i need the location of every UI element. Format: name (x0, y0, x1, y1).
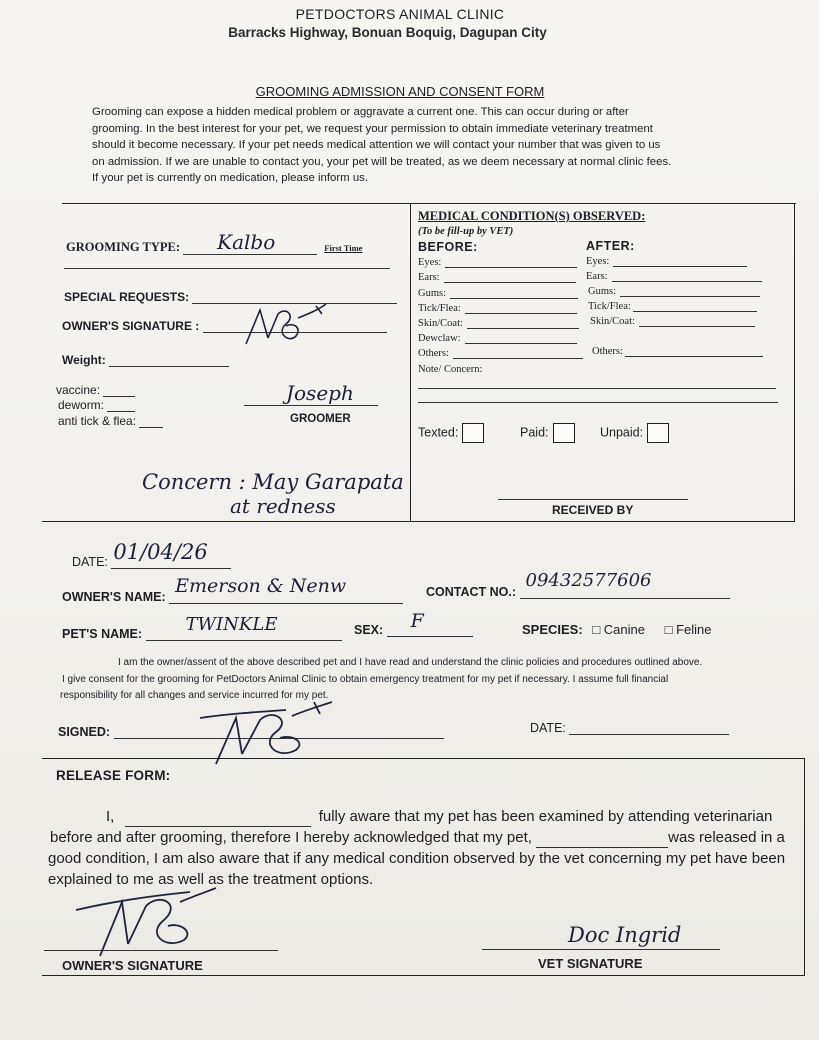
antitick-label: anti tick & flea: (58, 414, 137, 428)
after-gums-label: Gums: (588, 286, 617, 297)
species-feline-option[interactable]: □ Feline (664, 622, 712, 637)
note-line[interactable] (418, 388, 776, 389)
main-box-top-rule (62, 203, 796, 204)
after-eyes-field[interactable] (613, 257, 747, 267)
antitick-field[interactable] (139, 415, 163, 428)
groomer-rule (244, 405, 378, 406)
before-tickflea-field[interactable] (465, 304, 577, 314)
after-item-row (586, 271, 762, 282)
owner-name-row (62, 575, 403, 604)
intro-line: should it become necessary. If your pet needs medical attention we will contact your number that was given to us (92, 139, 661, 151)
grooming-type-label: GROOMING TYPE: (66, 240, 181, 254)
pet-name-row (62, 614, 342, 641)
before-ears-label: Ears: (418, 272, 440, 283)
release-i-label: I, (106, 808, 115, 825)
pet-name-label: PET'S NAME: (62, 627, 143, 641)
before-others-field[interactable] (453, 349, 583, 359)
before-item-row (418, 257, 577, 268)
before-others-label: Others: (418, 348, 449, 359)
medical-subtitle: (To be fill-up by VET) (418, 226, 514, 237)
before-skincoat-label: Skin/Coat: (418, 318, 463, 329)
received-by-rule[interactable] (498, 499, 688, 500)
consent-date-label: DATE: (530, 721, 566, 735)
release-pet-name-field[interactable] (536, 833, 668, 848)
after-item-row (588, 286, 760, 297)
before-label: BEFORE: (418, 240, 478, 254)
clinic-name: PETDOCTORS ANIMAL CLINIC (295, 6, 505, 22)
special-requests-row (64, 290, 397, 304)
before-skincoat-field[interactable] (467, 319, 579, 329)
before-item-row (418, 348, 583, 359)
consent-line: I give consent for the grooming for PetDoctors Animal Clinic to obtain emergency treatment for my pet if necessary. I assume full financial (62, 674, 669, 685)
texted-label: Texted: (418, 425, 459, 440)
before-gums-label: Gums: (418, 288, 447, 299)
release-line: good condition, I am also aware that if any medical condition observed by the vet concerning my pet have been (48, 850, 786, 867)
release-line2-end: was released in a (668, 829, 785, 846)
date-row (72, 540, 231, 569)
date-label: DATE: (72, 555, 108, 569)
texted-row (418, 423, 484, 443)
release-owner-signature-label: OWNER'S SIGNATURE (62, 958, 203, 973)
after-tickflea-label: Tick/Flea: (588, 301, 631, 312)
release-title: RELEASE FORM: (56, 768, 171, 783)
after-eyes-label: Eyes: (586, 256, 610, 267)
concern-note: at redness (230, 494, 336, 518)
intro-line: Grooming can expose a hidden medical problem or aggravate a current one. This can occur during or after (92, 106, 629, 118)
note-concern-label: Note/ Concern: (418, 364, 483, 375)
contact-row (426, 570, 730, 599)
deworm-row (58, 398, 135, 412)
paid-label: Paid: (520, 425, 549, 440)
vaccine-field[interactable] (103, 384, 135, 397)
texted-checkbox[interactable] (462, 423, 484, 443)
after-skincoat-label: Skin/Coat: (590, 316, 635, 327)
species-canine-option[interactable]: □ Canine (592, 622, 645, 637)
intro-line: on admission. If we are unable to contact you, your pet will be treated, as we deem necessary at normal clinic fees. (92, 155, 672, 168)
main-box-divider (410, 204, 411, 522)
weight-row (62, 353, 229, 367)
concern-note: Concern : May Garapata (142, 470, 404, 494)
vet-signature-rule[interactable] (482, 949, 720, 950)
release-line2-text: before and after grooming, therefore I hereby acknowledged that my pet, (50, 829, 532, 846)
owner-signature-scribble (238, 300, 328, 350)
vet-signature-label: VET SIGNATURE (538, 956, 643, 971)
owner-name-field[interactable] (169, 575, 403, 604)
grooming-type-row (66, 230, 363, 255)
before-dewclaw-label: Dewclaw: (418, 333, 461, 344)
vaccine-row (56, 383, 135, 397)
sex-label: SEX: (354, 623, 384, 637)
grooming-type-rule (64, 268, 390, 269)
sex-value: F (410, 610, 424, 632)
received-by-label: RECEIVED BY (552, 503, 634, 517)
after-others-label: Others: (592, 346, 623, 357)
unpaid-checkbox[interactable] (647, 423, 669, 443)
intro-line: grooming. In the best interest for your pet, we request your permission to obtain immediate veterinary treatment (92, 122, 653, 135)
medical-title: MEDICAL CONDITION(S) OBSERVED: (418, 209, 646, 223)
paid-row (520, 423, 575, 443)
contact-label: CONTACT NO.: (426, 585, 517, 599)
sex-row (354, 610, 473, 637)
after-ears-label: Ears: (586, 271, 608, 282)
after-item-row (590, 316, 755, 327)
before-gums-field[interactable] (450, 289, 578, 299)
form-title: GROOMING ADMISSION AND CONSENT FORM (255, 84, 545, 99)
owner-name-label: OWNER'S NAME: (62, 590, 166, 604)
after-skincoat-field[interactable] (639, 317, 755, 327)
species-row (522, 622, 711, 637)
release-owner-signature-scribble (70, 880, 220, 960)
release-line: explained to me as well as the treatment options. (48, 871, 374, 888)
contact-value: 09432577606 (525, 570, 652, 591)
species-label: SPECIES: (522, 622, 583, 637)
after-tickflea-field[interactable] (633, 302, 757, 312)
unpaid-row (600, 423, 669, 443)
after-gums-field[interactable] (620, 287, 760, 297)
after-item-row (592, 346, 763, 357)
note-line[interactable] (418, 402, 778, 403)
before-item-row (418, 318, 579, 329)
after-label: AFTER: (586, 239, 635, 253)
date-value: 01/04/26 (113, 540, 208, 564)
weight-label: Weight: (62, 353, 106, 367)
before-ears-field[interactable] (444, 273, 576, 283)
pet-name-field[interactable] (146, 614, 342, 641)
groomer-value: Joseph (286, 381, 354, 405)
consent-line: I am the owner/assent of the above described pet and I have read and understand the clinic policies and procedures outlined above. (118, 657, 703, 668)
sex-field[interactable] (387, 610, 473, 637)
before-item-row (418, 272, 576, 283)
after-item-row (586, 256, 747, 267)
before-item-row (418, 288, 578, 299)
weight-field[interactable] (109, 354, 229, 367)
after-others-field[interactable] (625, 347, 763, 357)
first-time-label: First Time (324, 243, 363, 253)
vet-signature-value: Doc Ingrid (568, 923, 682, 947)
vaccine-label: vaccine: (56, 383, 101, 397)
owner-signature-row (62, 319, 387, 333)
signed-label: SIGNED: (58, 725, 111, 739)
grooming-type-field[interactable] (183, 230, 317, 255)
clinic-address: Barracks Highway, Bonuan Boquig, Dagupan City (228, 25, 547, 40)
before-eyes-field[interactable] (445, 258, 577, 268)
consent-date-field[interactable] (569, 722, 729, 735)
consent-date-row (530, 721, 729, 735)
special-requests-label: SPECIAL REQUESTS: (64, 290, 190, 304)
release-line1-text: fully aware that my pet has been examined by attending veterinarian (318, 808, 773, 825)
owner-signature-label: OWNER'S SIGNATURE : (62, 319, 200, 333)
grooming-type-value: Kalbo (217, 230, 276, 254)
contact-field[interactable] (520, 570, 730, 599)
release-line (106, 806, 772, 827)
pet-name-value: TWINKLE (185, 614, 278, 635)
release-line (50, 827, 785, 848)
before-tickflea-label: Tick/Flea: (418, 303, 461, 314)
before-eyes-label: Eyes: (418, 257, 442, 268)
antitick-row (58, 414, 163, 428)
owner-name-value: Emerson & Nenw (175, 575, 347, 597)
paid-checkbox[interactable] (553, 423, 575, 443)
deworm-field[interactable] (107, 399, 135, 412)
groomer-label: GROOMER (290, 413, 351, 425)
before-item-row (418, 333, 577, 344)
intro-paragraph (92, 104, 712, 187)
before-dewclaw-field[interactable] (465, 334, 577, 344)
deworm-label: deworm: (58, 398, 105, 412)
after-ears-field[interactable] (612, 272, 762, 282)
date-field[interactable] (111, 540, 231, 569)
release-owner-name-field[interactable] (125, 812, 311, 827)
release-owner-signature-rule[interactable] (44, 950, 278, 951)
after-item-row (588, 301, 757, 312)
consent-line: responsibility for all changes and service incurred for my pet. (60, 690, 329, 701)
intro-line: If your pet is currently on medication, please inform us. (92, 172, 369, 184)
unpaid-label: Unpaid: (600, 425, 644, 440)
before-item-row (418, 303, 577, 314)
